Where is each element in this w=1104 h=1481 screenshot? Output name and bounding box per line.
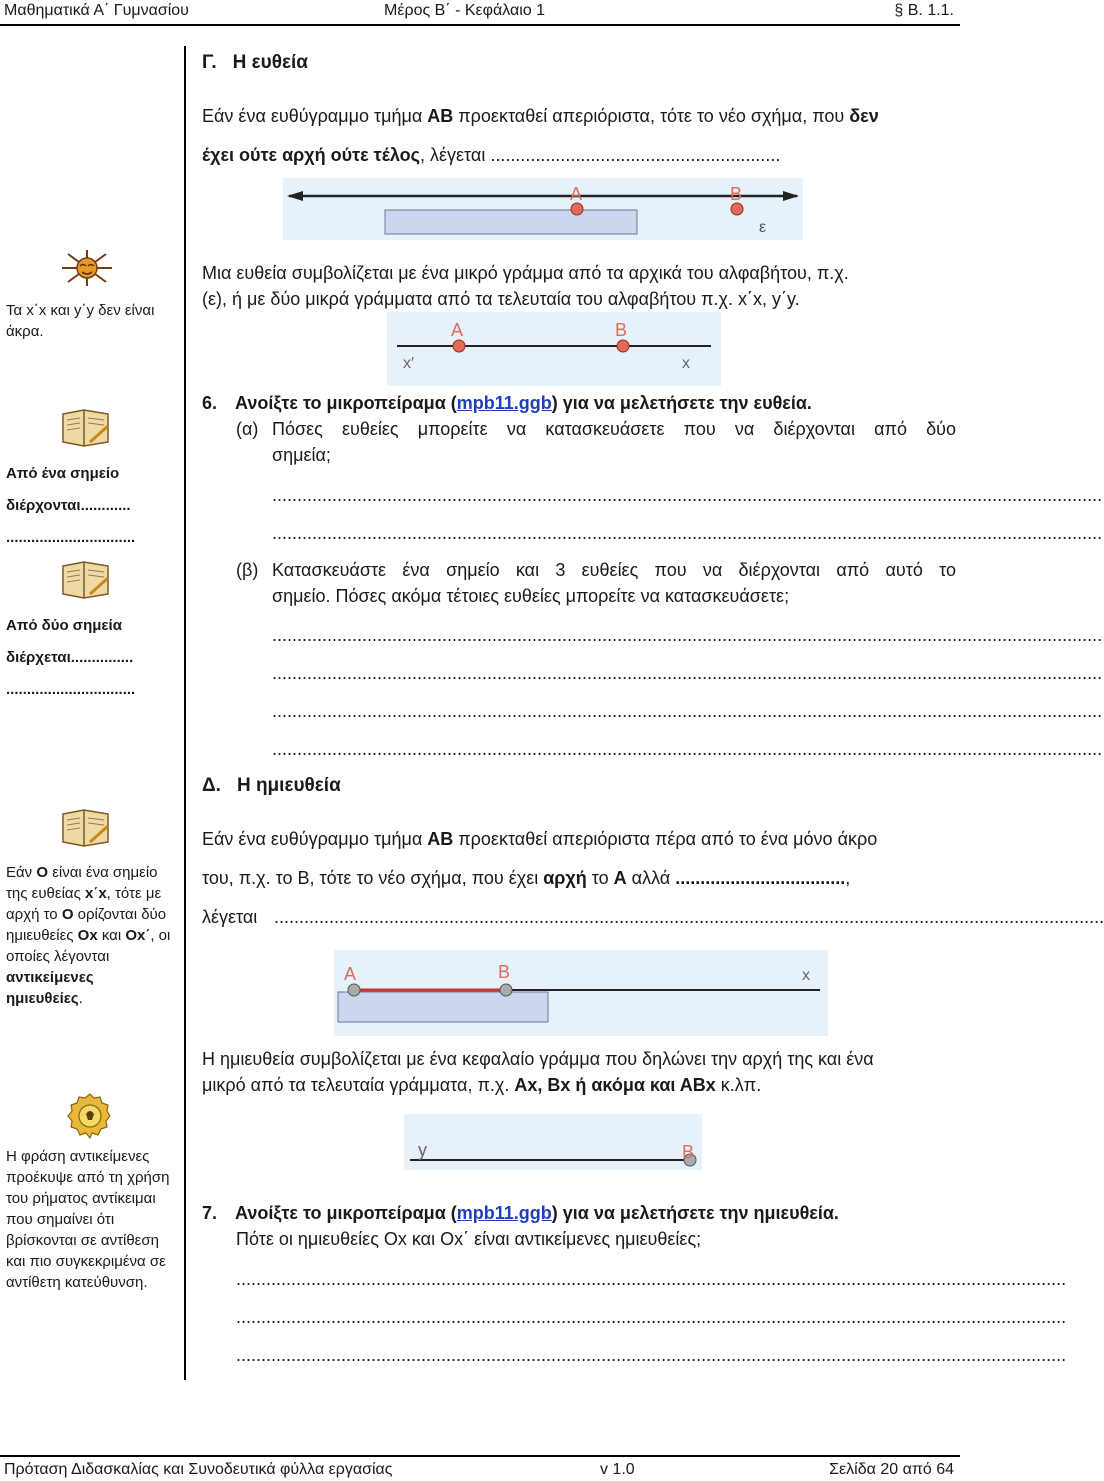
- note-word-origin: Η φράση αντικείμενες προέκυψε από τη χρήση του ρήματος αντίκειμαι που σημαίνει ότι βρίσκονται σε αντίθεση και πιο συγκεκριμένα σε αντίθετη κατεύθυνση.: [6, 1148, 170, 1291]
- point-b-label: B: [682, 1142, 695, 1162]
- point-a-label: A: [451, 320, 464, 340]
- footer-page-number: Σελίδα 20 από 64: [829, 1461, 954, 1478]
- point-a-label: A: [344, 964, 357, 984]
- line-definition-p1: Εάν ένα ευθύγραμμο τμήμα ΑΒ προεκταθεί απεριόριστα, τότε το νέο σχήμα, που δεν: [202, 106, 879, 126]
- page-footer: [0, 1455, 960, 1481]
- answer-line[interactable]: ......................................................................................................................................................................: [236, 1345, 1067, 1365]
- footer-version: v 1.0: [600, 1461, 635, 1478]
- point-a-label: A: [570, 184, 583, 204]
- note-one-point-answer: ...............................: [6, 529, 136, 546]
- task-6-title: 6. Ανοίξτε το μικροπείραμα (mpb11.ggb) για να μελετήσετε την ευθεία.: [202, 393, 812, 413]
- note-opposite-rays: Εάν Ο είναι ένα σημείο της ευθείας x΄x, τότε με αρχή το Ο ορίζονται δύο ημιευθείες Οx και Οx΄, οι οποίες λέγονται αντικείμενες ημιευθείες.: [6, 864, 171, 1007]
- section-heading-ray: Δ. Η ημιευθεία: [202, 775, 341, 796]
- point-b-label: B: [498, 962, 511, 982]
- ray-definition-p1: Εάν ένα ευθύγραμμο τμήμα ΑΒ προεκταθεί απεριόριστα πέρα από το ένα μόνο άκρο: [202, 829, 878, 849]
- line-figure: [283, 178, 803, 240]
- answer-line[interactable]: ......................................................................................................................................................................: [272, 523, 1103, 543]
- task-6a-label: (α): [236, 419, 259, 439]
- x-prime-label: x′: [403, 355, 414, 372]
- task-6b-question-line1: Κατασκευάστε ένα σημείο και 3 ευθείες που να διέρχονται από αυτό το: [272, 560, 956, 580]
- section-heading-line: Γ. Η ευθεία: [202, 52, 308, 73]
- page-header: [0, 0, 960, 26]
- header-course: Μαθηματικά Α΄ Γυμνασίου: [4, 2, 189, 19]
- ray-notation-p1: Η ημιευθεία συμβολίζεται με ένα κεφαλαίο γράμμα που δηλώνει την αρχή της και ένα: [202, 1049, 874, 1069]
- x-label: x: [802, 967, 810, 984]
- ray-notation-p2: μικρό από τα τελευταία γράμματα, π.χ. Αx, Βx ή ακόμα και ΑΒx κ.λπ.: [202, 1075, 762, 1095]
- note-no-endpoints: Τα x΄x και y΄y δεν είναι άκρα.: [6, 302, 155, 340]
- point-b-label: B: [615, 320, 628, 340]
- answer-line[interactable]: ......................................................................................................................................................................: [236, 1307, 1067, 1327]
- line-xx-figure: [387, 312, 721, 386]
- ray-definition-p3: λέγεται: [202, 907, 258, 927]
- line-notation-p1: Μια ευθεία συμβολίζεται με ένα μικρό γράμμα από τα αρχικά του αλφαβήτου, π.χ.: [202, 263, 849, 283]
- answer-line[interactable]: ......................................................................................................................................................................: [272, 739, 1103, 759]
- note-one-point-prompt: διέρχονται............: [6, 497, 131, 514]
- ray-by-figure: [404, 1114, 702, 1170]
- answer-line[interactable]: ......................................................................................................................................................................: [272, 485, 1103, 505]
- header-section: § Β. 1.1.: [894, 2, 954, 19]
- answer-line[interactable]: ......................................................................................................................................................................: [272, 663, 1103, 683]
- task-7-title: 7. Ανοίξτε το μικροπείραμα (mpb11.ggb) για να μελετήσετε την ημιευθεία.: [202, 1203, 839, 1223]
- task-7-link[interactable]: mpb11.ggb: [456, 1203, 552, 1223]
- answer-line[interactable]: ......................................................................................................................................................................: [272, 625, 1103, 645]
- task-6-link[interactable]: mpb11.ggb: [456, 393, 552, 413]
- line-notation-p2: (ε), ή με δύο μικρά γράμματα από τα τελευταία του αλφαβήτου π.χ. x΄x, y΄y.: [202, 289, 800, 309]
- header-chapter: Μέρος Β΄ - Κεφάλαιο 1: [384, 2, 546, 19]
- book-note-icon: [60, 808, 112, 848]
- line-definition-p2: έχει ούτε αρχή ούτε τέλος, λέγεται ..........................................................: [202, 145, 781, 165]
- answer-line[interactable]: ......................................................................................................................................................................: [236, 1269, 1067, 1289]
- point-b-label: B: [730, 184, 743, 204]
- task-6b-question-line2: σημείο. Πόσες ακόμα τέτοιες ευθείες μπορείτε να κατασκευάσετε;: [272, 586, 790, 606]
- answer-line[interactable]: ......................................................................................................................................................................: [272, 701, 1103, 721]
- medal-icon: [68, 1092, 112, 1142]
- line-e-label: ε: [759, 219, 767, 236]
- x-label: x: [682, 355, 690, 372]
- margin-divider: [184, 46, 186, 1380]
- answer-line[interactable]: ......................................................................................................................................................................: [274, 907, 1104, 927]
- footer-title: Πρόταση Διδασκαλίας και Συνοδευτικά φύλλα εργασίας: [4, 1461, 393, 1478]
- ray-figure: [334, 950, 828, 1036]
- task-7-question: Πότε οι ημιευθείες Οx και Οx΄ είναι αντικείμενες ημιευθείες;: [236, 1229, 702, 1249]
- note-two-points-label: Από δύο σημεία: [6, 617, 122, 634]
- ray-definition-p2: του, π.χ. το Β, τότε το νέο σχήμα, που έχει αρχή το Α αλλά ..................................,: [202, 868, 851, 888]
- book-note-icon: [60, 560, 112, 600]
- task-6b-label: (β): [236, 560, 259, 580]
- task-6a-question-line1: Πόσες ευθείες μπορείτε να κατασκευάσετε που να διέρχονται από δύο: [272, 419, 956, 439]
- note-two-points-answer: ...............................: [6, 681, 136, 698]
- y-label: y: [418, 1140, 427, 1160]
- task-6a-question-line2: σημεία;: [272, 445, 331, 465]
- book-note-icon: [60, 408, 112, 448]
- sun-warning-icon: [58, 248, 116, 288]
- note-one-point-label: Από ένα σημείο: [6, 465, 120, 482]
- note-two-points-prompt: διέρχεται...............: [6, 649, 134, 666]
